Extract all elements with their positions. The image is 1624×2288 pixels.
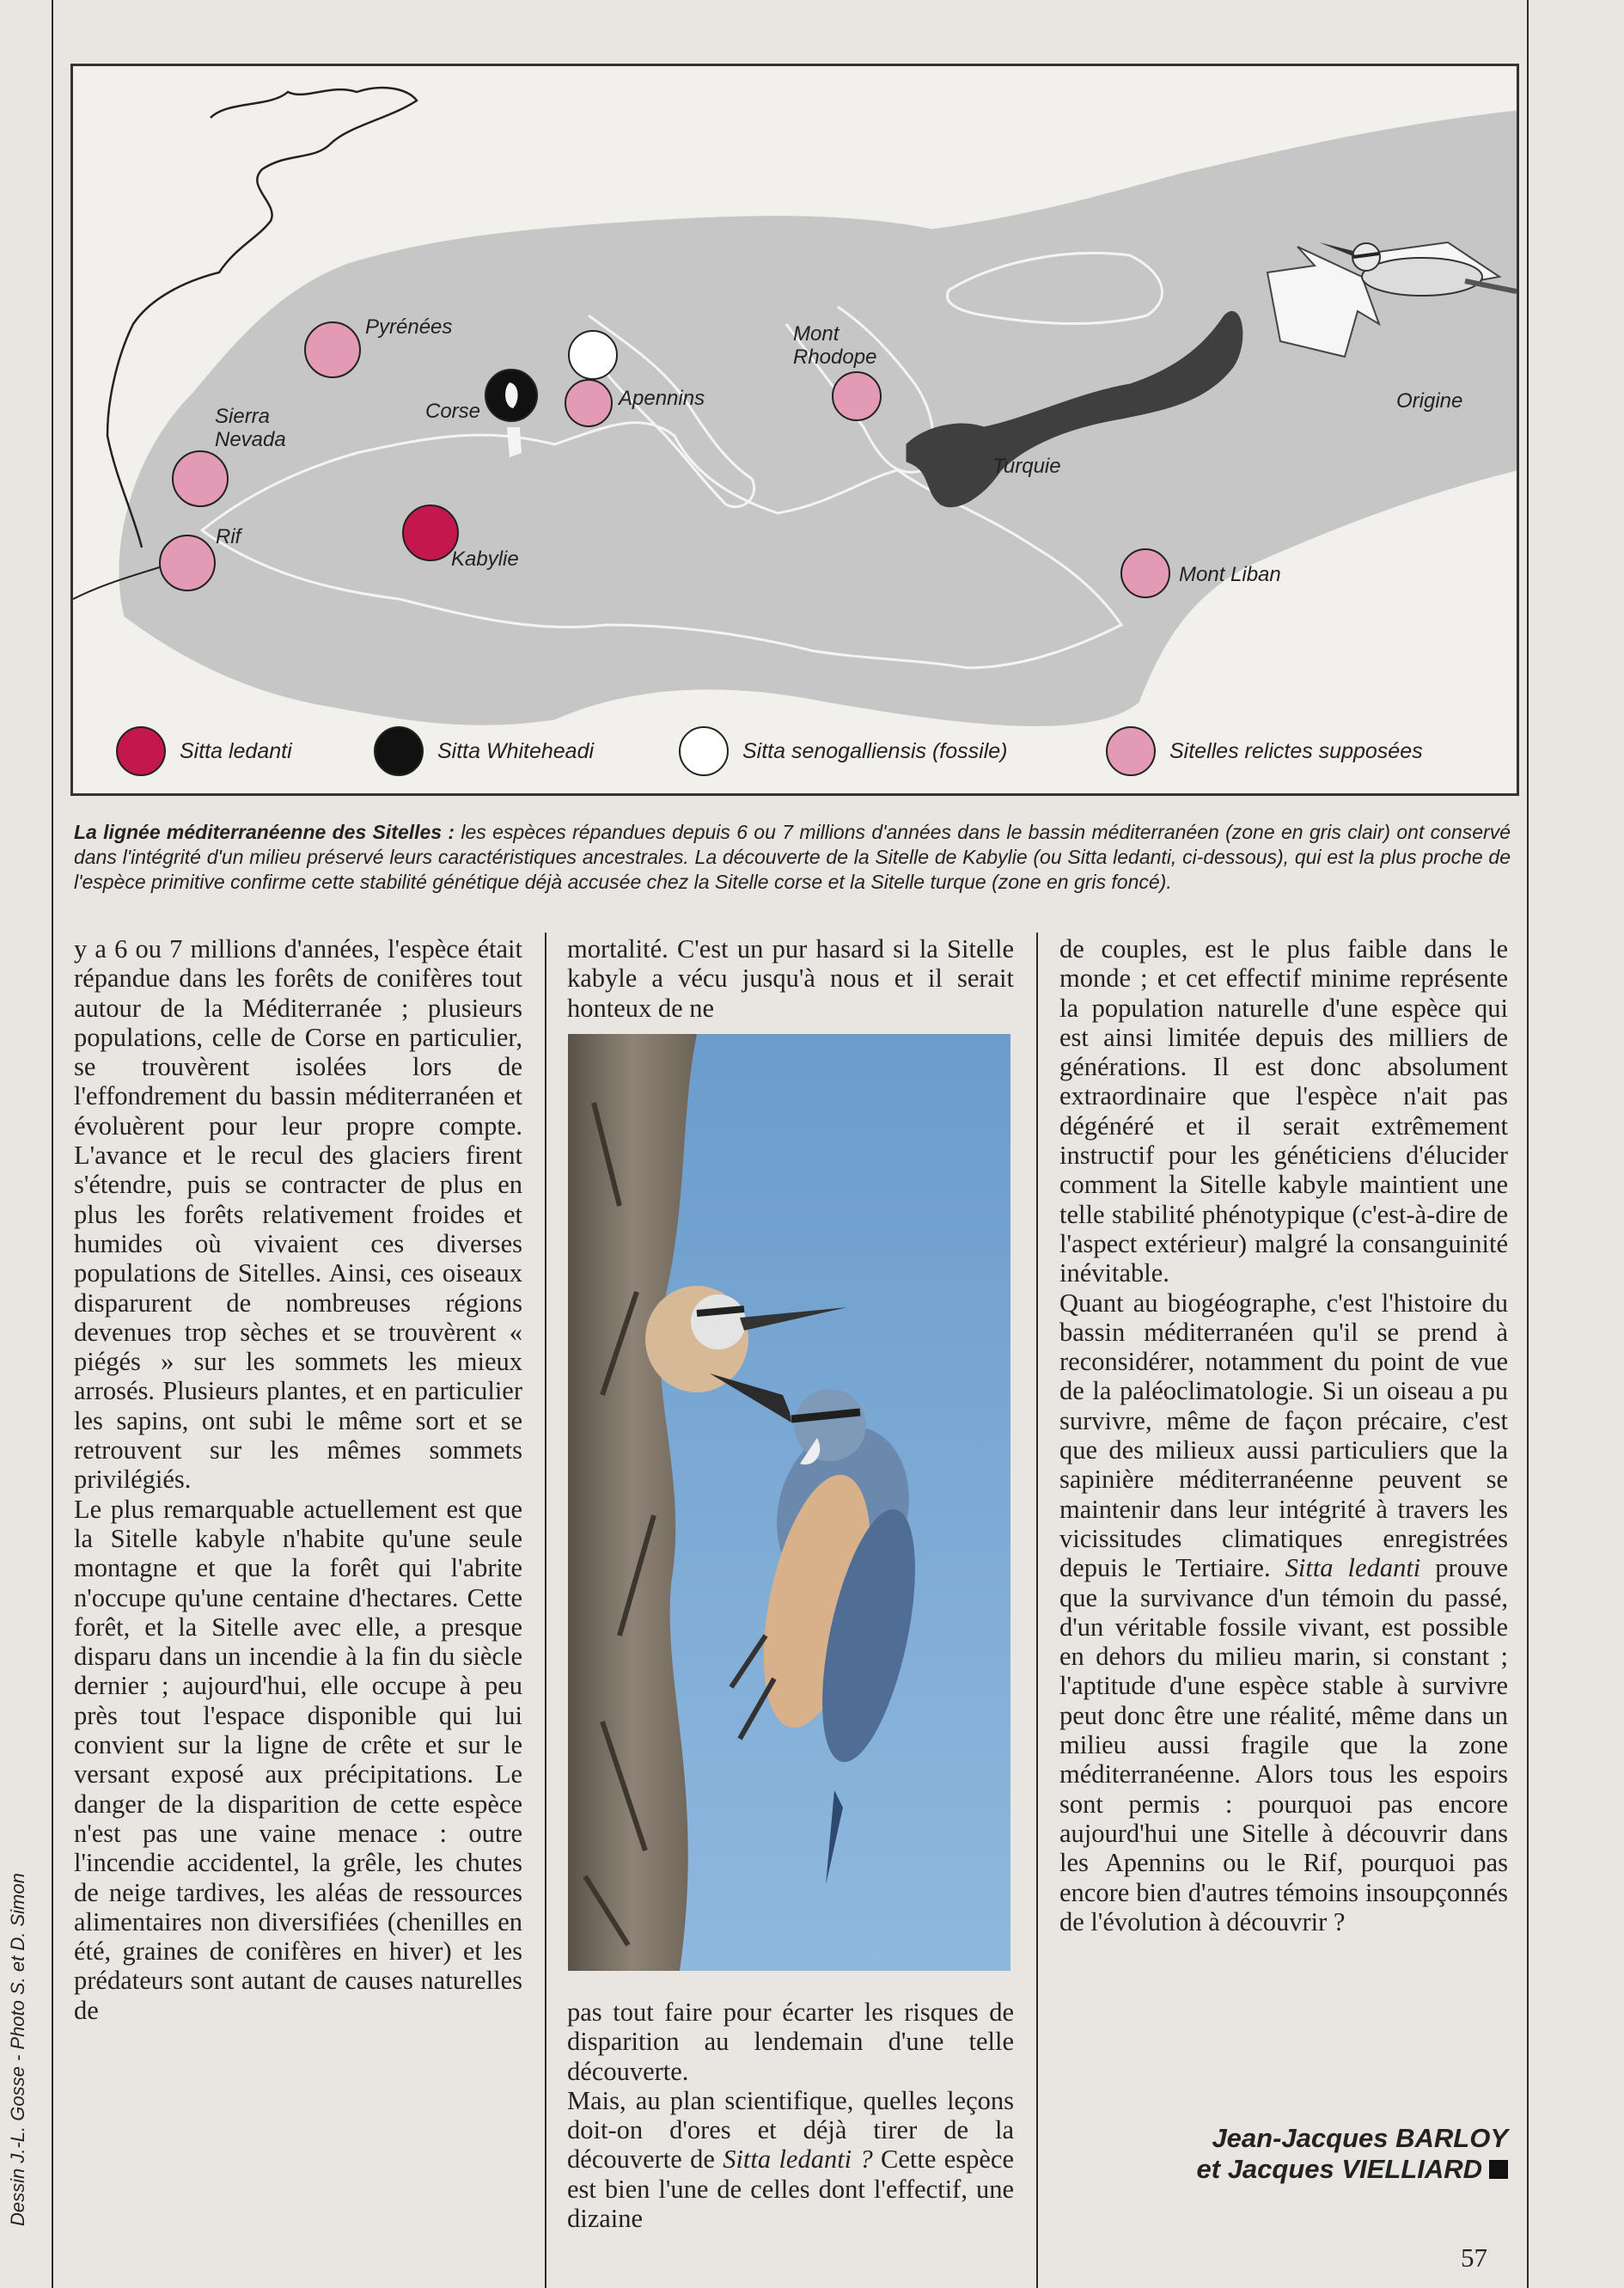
marker-kabylie [403, 505, 458, 560]
label-turquie: Turquie [992, 455, 1061, 478]
label-mont-rhodope: Mont Rhodope [793, 322, 877, 369]
marker-apennins [565, 380, 612, 426]
marker-apennins-fossil [569, 331, 617, 379]
byline-author-1: Jean-Jacques BARLOY [1212, 2123, 1508, 2153]
legend-dot-whiteheadi [374, 726, 424, 776]
legend-label-relictes: Sitelles relictes supposées [1169, 738, 1423, 763]
legend-dot-relictes [1106, 726, 1156, 776]
col2-p2-text-a: Mais, au plan scientifique, quelles leçons doit-on d'ores et déjà tirer de la découverte de [567, 2085, 1014, 2175]
image-credit [0, 1719, 52, 2235]
byline [1061, 2123, 1508, 2185]
label-origine: Origine [1396, 389, 1463, 413]
nuthatch-photo-graphic [568, 1034, 1010, 1971]
column-rule-1 [545, 933, 546, 2288]
label-apennins: Apennins [619, 387, 705, 410]
caption-text: les espèces répandues depuis 6 ou 7 millions d'années dans le bassin méditerranéen (zone en gris clair) ont conservé dans l'intégrité d'un milieu préservé leurs caractéristiques ancestrales. La découverte de la Sitelle de Kabylie (ou Sitta ledanti, ci-dessous), qui est la plus proche de l'espèce primitive confirme cette stabilité génétique déjà accusée chez la Sitelle corse et la Sitelle turque (zone en gris foncé). [74, 821, 1511, 893]
col2-paragraph-top: mortalité. C'est un pur hasard si la Sitelle kabyle a vécu jusqu'à nous et il serait honteux de ne [567, 934, 1014, 1023]
image-credit-text: Dessin J.-L. Gosse - Photo S. et D. Simon [7, 1873, 28, 2226]
byline-author-2: et Jacques VIELLIARD [1196, 2154, 1482, 2184]
col2-paragraph-continued: pas tout faire pour écarter les risques de disparition au lendemain d'une telle découverte. [567, 1997, 1014, 2086]
marker-mont-liban [1121, 549, 1169, 597]
label-mont-liban: Mont Liban [1179, 563, 1281, 586]
distribution-map [70, 64, 1519, 796]
col1-paragraph-1: y a 6 ou 7 millions d'années, l'espèce était répandue dans les forêts de conifères tout autour de la Méditerranée ; plusieurs populations, celle de Corse en particulier, se trouvèrent isolées lors de l'effondrement du bassin méditerranéen et évoluèrent pour leur propre compte. L'avance et le recul des glaciers firent s'étendre, puis se contracter de plus en plus les forêts relativement froides et humides où vivaient ces diverses populations de Sitelles. Ainsi, ces oiseaux disparurent de nombreuses régions devenues trop sèches et se trouvèrent « piégés » sur les sommets les mieux arrosés. Plusieurs plantes, et en particulier les sapins, ont subi le même sort et se retrouvent sur les mêmes sommets privilégiés. [74, 934, 522, 1495]
right-page-rule [1527, 0, 1529, 2288]
map-graphic [73, 66, 1517, 793]
legend-sitta-whiteheadi [374, 726, 594, 776]
col1-paragraph-2: Le plus remarquable actuellement est que la Sitelle kabyle n'habite qu'une seule montagne et que la forêt qui l'abrite n'occupe qu'une centaine d'hectares. Cette forêt, et la Sitelle avec elle, a presque disparu dans un incendie à la fin du siècle dernier ; aujourd'hui, elle occupe à peu près tout l'espace disponible qui lui convient sur la ligne de crête et sur le versant exposé aux précipitations. Le danger de la disparition de cette espèce n'est pas une vaine menace : outre l'incendie accidentel, la grêle, les chutes de neige tardives, les aléas de ressources alimentaires non diversifiées (chenilles en été, graines de conifères en hiver) et les prédateurs sont autant de causes naturelles de [74, 1494, 522, 2025]
marker-mont-rhodope [833, 372, 881, 420]
col3-p2-species: Sitta ledanti [1285, 1553, 1421, 1583]
legend-label-ledanti: Sitta ledanti [180, 738, 292, 763]
col3-p2-text-a: Quant au biogéographe, c'est l'histoire du bassin méditerranéen qu'il se prend à reconsidérer, notamment du point de vue de la paléoclimatologie. Si un oiseau a pu survivre, même de façon précaire, c'est que des milieux aussi particuliers que la sapinière méditerranéenne peuvent se maintenir dans leur intégrité à travers les vicissitudes climatiques enregistrées depuis le Tertiaire. [1059, 1288, 1508, 1583]
page-number: 57 [1461, 2242, 1487, 2273]
marker-pyrenees [305, 322, 360, 377]
column-2-bottom [567, 1997, 1014, 2233]
label-sierra-nevada: Sierra Nevada [215, 405, 286, 451]
legend-sitelles-relictes [1106, 726, 1423, 776]
column-rule-2 [1036, 933, 1038, 2288]
col2-paragraph-2 [567, 2086, 1014, 2233]
marker-sierra-nevada [173, 451, 228, 506]
column-2-top [567, 934, 1014, 1023]
legend-sitta-senogalliensis [679, 726, 1007, 776]
column-3 [1059, 934, 1508, 1936]
legend-sitta-ledanti [116, 726, 292, 776]
nuthatch-photo [568, 1034, 1010, 1971]
col2-p2-text-b: Cette espèce est bien l'une de celles dont l'effectif, une dizaine [567, 2144, 1014, 2234]
col3-paragraph-2 [1059, 1288, 1508, 1937]
map-caption [74, 820, 1511, 895]
label-pyrenees: Pyrénées [365, 315, 453, 339]
legend-dot-senogalliensis [679, 726, 729, 776]
marker-rif [160, 535, 215, 590]
left-page-rule [52, 0, 53, 2288]
col2-p2-species: Sitta ledanti ? [723, 2144, 873, 2175]
label-rif: Rif [216, 525, 241, 548]
label-kabylie: Kabylie [451, 548, 519, 571]
label-corse: Corse [425, 400, 481, 423]
byline-author-2-row [1061, 2154, 1508, 2185]
column-1 [74, 934, 522, 2025]
legend-dot-ledanti [116, 726, 166, 776]
end-mark-icon [1489, 2160, 1508, 2179]
mediterranean-zone [119, 111, 1517, 725]
col3-paragraph-1: de couples, est le plus faible dans le monde ; et cet effectif minime représente la population naturelle d'une espèce qui est ainsi limitée depuis des milliers de générations. Il est donc absolument extraordinaire que l'espèce n'ait pas dégénéré et il serait extrêmement instructif pour les généticiens d'élucider comment la Sitelle kabyle maintient une telle stabilité phénotypique (c'est-à-dire de l'aspect extérieur) malgré la consanguinité inévitable. [1059, 934, 1508, 1288]
legend-label-whiteheadi: Sitta Whiteheadi [437, 738, 595, 763]
col3-p2-text-b: prouve que la survivance d'un témoin du passé, d'un véritable fossile vivant, est possible en dehors du milieu marin, si constant ; l'aptitude d'une espèce stable à survivre peut donc être une réalité, même dans un milieu aussi fragile que la zone méditerranéenne. Alors tous les espoirs sont permis : pourquoi pas encore aujourd'hui une Sitelle à découvrir dans les Apennins ou le Rif, pourquoi pas encore bien d'autres témoins insoupçonnés de l'évolution à découvrir ? [1059, 1553, 1508, 1936]
legend-label-senogalliensis: Sitta senogalliensis (fossile) [742, 738, 1008, 763]
caption-lead: La lignée méditerranéenne des Sitelles : [74, 821, 455, 843]
